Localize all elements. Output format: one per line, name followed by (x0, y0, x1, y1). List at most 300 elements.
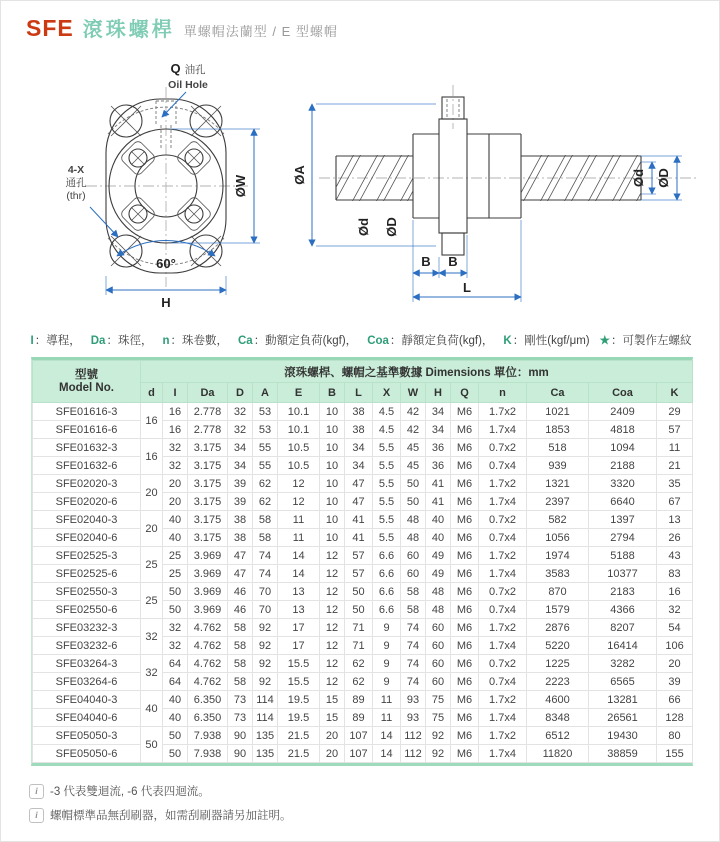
spec-cell: 14 (373, 745, 401, 763)
nominal-diameter-cell: 25 (141, 583, 163, 619)
spec-cell: 54 (657, 619, 693, 637)
spec-cell: 2876 (527, 619, 589, 637)
table-row (33, 511, 693, 529)
spec-cell: 11 (657, 439, 693, 457)
table-row (33, 727, 693, 745)
column-header-d: D (228, 383, 253, 403)
model-no-cell: SFE04040-6 (33, 709, 141, 727)
spec-cell: 25 (163, 547, 188, 565)
spec-cell: 3.969 (188, 601, 228, 619)
spec-cell: M6 (451, 421, 479, 439)
model-no-cell: SFE02550-3 (33, 583, 141, 601)
spec-cell: 71 (345, 619, 373, 637)
spec-cell: M6 (451, 565, 479, 583)
spec-cell: 58 (253, 529, 278, 547)
column-header-l: L (345, 383, 373, 403)
spec-cell: 47 (228, 547, 253, 565)
spec-cell: 10.1 (278, 403, 320, 421)
spec-cell: 34 (345, 439, 373, 457)
spec-cell: 2188 (589, 457, 657, 475)
spec-cell: M6 (451, 655, 479, 673)
spec-cell: 38 (228, 511, 253, 529)
spec-cell: 12 (320, 619, 345, 637)
spec-cell: 32 (163, 457, 188, 475)
spec-cell: 1.7x4 (479, 565, 527, 583)
spec-cell: 21.5 (278, 745, 320, 763)
model-no-cell: SFE05050-6 (33, 745, 141, 763)
spec-cell: 6.6 (373, 547, 401, 565)
spec-cell: 46 (228, 601, 253, 619)
spec-cell: 4818 (589, 421, 657, 439)
footnote-text: 螺帽標準品無刮刷器，如需刮刷器請另加註明。 (50, 810, 292, 822)
spec-cell: 14 (278, 565, 320, 583)
spec-cell: 48 (426, 601, 451, 619)
spec-cell: 47 (345, 475, 373, 493)
model-no-cell: SFE03232-3 (33, 619, 141, 637)
spec-cell: 1225 (527, 655, 589, 673)
spec-cell: 74 (401, 619, 426, 637)
column-header-a: A (253, 383, 278, 403)
spec-cell: 48 (426, 583, 451, 601)
model-no-cell: SFE01616-3 (33, 403, 141, 421)
column-header-e: E (278, 383, 320, 403)
table-row (33, 493, 693, 511)
spec-cell: 50 (401, 493, 426, 511)
spec-cell: 50 (163, 601, 188, 619)
spec-cell: 38859 (589, 745, 657, 763)
table-row (33, 403, 693, 421)
spec-cell: 1.7x2 (479, 547, 527, 565)
spec-cell: 50 (345, 583, 373, 601)
spec-cell: 17 (278, 619, 320, 637)
column-header-b: B (320, 383, 345, 403)
spec-cell: 57 (345, 565, 373, 583)
spec-cell: 90 (228, 745, 253, 763)
spec-cell: 135 (253, 745, 278, 763)
dimensions-header: 滾珠螺桿、螺帽之基準數據 Dimensions 單位：mm (141, 361, 693, 383)
spec-cell: 2794 (589, 529, 657, 547)
spec-cell: 1021 (527, 403, 589, 421)
table-row (33, 745, 693, 763)
model-no-cell: SFE02040-6 (33, 529, 141, 547)
table-row (33, 583, 693, 601)
spec-cell: 12 (320, 547, 345, 565)
info-icon: i (29, 808, 44, 823)
spec-cell: 2.778 (188, 421, 228, 439)
spec-cell: 80 (657, 727, 693, 745)
model-no-cell: SFE05050-3 (33, 727, 141, 745)
spec-cell: 12 (320, 583, 345, 601)
model-no-cell: SFE02525-3 (33, 547, 141, 565)
model-no-cell: SFE02040-3 (33, 511, 141, 529)
footnote-row (29, 783, 292, 799)
spec-cell: 16 (163, 421, 188, 439)
spec-cell: 10 (320, 403, 345, 421)
spec-cell: 20 (657, 655, 693, 673)
column-header-w: W (401, 383, 426, 403)
spec-cell: 38 (228, 529, 253, 547)
spec-cell: 41 (345, 511, 373, 529)
spec-cell: 58 (228, 673, 253, 691)
spec-cell: 60 (426, 655, 451, 673)
column-header-coa: Coa (589, 383, 657, 403)
spec-cell: 5.5 (373, 529, 401, 547)
spec-cell: 3583 (527, 565, 589, 583)
table-row (33, 475, 693, 493)
spec-cell: 83 (657, 565, 693, 583)
spec-cell: 73 (228, 709, 253, 727)
spec-cell: 12 (278, 475, 320, 493)
spec-cell: 60 (426, 673, 451, 691)
table-row (33, 529, 693, 547)
spec-cell: 3.175 (188, 439, 228, 457)
spec-cell: 47 (228, 565, 253, 583)
spec-cell: 20 (320, 745, 345, 763)
spec-cell: 6512 (527, 727, 589, 745)
spec-cell: 1397 (589, 511, 657, 529)
page-title (26, 13, 338, 42)
table-row (33, 709, 693, 727)
legend (1, 332, 720, 348)
spec-cell: 12 (320, 601, 345, 619)
spec-cell: 1321 (527, 475, 589, 493)
spec-cell: 64 (163, 655, 188, 673)
column-header-ca: Ca (527, 383, 589, 403)
spec-cell: 13 (278, 583, 320, 601)
spec-cell: 48 (401, 511, 426, 529)
spec-cell: 70 (253, 583, 278, 601)
dim-label-l: L (463, 280, 471, 295)
spec-cell: 50 (163, 583, 188, 601)
footnotes (29, 783, 292, 831)
front-view (66, 61, 261, 310)
dim-label-b2: B (448, 254, 458, 269)
nominal-diameter-cell: 20 (141, 511, 163, 547)
spec-cell: 106 (657, 637, 693, 655)
spec-cell: 75 (426, 691, 451, 709)
spec-cell: M6 (451, 403, 479, 421)
spec-cell: 14 (278, 547, 320, 565)
table-row (33, 619, 693, 637)
spec-cell: 58 (253, 511, 278, 529)
spec-cell: M6 (451, 601, 479, 619)
spec-cell: 114 (253, 709, 278, 727)
spec-cell: 17 (278, 637, 320, 655)
spec-cell: 50 (163, 745, 188, 763)
spec-cell: 62 (253, 475, 278, 493)
spec-cell: M6 (451, 619, 479, 637)
spec-cell: 10 (320, 421, 345, 439)
spec-cell: 2.778 (188, 403, 228, 421)
spec-cell: 92 (426, 745, 451, 763)
spec-cell: 58 (401, 601, 426, 619)
model-no-cell: SFE03264-6 (33, 673, 141, 691)
spec-cell: 45 (401, 439, 426, 457)
spec-cell: M6 (451, 691, 479, 709)
spec-cell: 58 (401, 583, 426, 601)
spec-cell: 9 (373, 637, 401, 655)
spec-cell: 58 (228, 655, 253, 673)
legend-term: K (503, 335, 512, 347)
footnote-row (29, 807, 292, 823)
spec-cell: M6 (451, 457, 479, 475)
spec-cell: 49 (426, 565, 451, 583)
spec-cell: 48 (401, 529, 426, 547)
model-no-cell: SFE02525-6 (33, 565, 141, 583)
nominal-diameter-cell: 25 (141, 547, 163, 583)
spec-cell: 1.7x4 (479, 493, 527, 511)
spec-cell: 40 (426, 529, 451, 547)
spec-cell: M6 (451, 637, 479, 655)
spec-cell: 2409 (589, 403, 657, 421)
spec-cell: 1.7x2 (479, 403, 527, 421)
column-header-h: H (426, 383, 451, 403)
spec-cell: 92 (253, 673, 278, 691)
spec-cell: 71 (345, 637, 373, 655)
model-no-cell: SFE01616-6 (33, 421, 141, 439)
spec-cell: 5.5 (373, 457, 401, 475)
spec-cell: 42 (401, 403, 426, 421)
spec-cell: 155 (657, 745, 693, 763)
spec-cell: 6.6 (373, 565, 401, 583)
spec-cell: 15 (320, 709, 345, 727)
spec-cell: 60 (401, 547, 426, 565)
spec-cell: 10 (320, 439, 345, 457)
spec-cell: 107 (345, 727, 373, 745)
spec-cell: 36 (426, 457, 451, 475)
spec-cell: 10 (320, 529, 345, 547)
product-name: 滾珠螺桿 (82, 19, 175, 41)
spec-cell: 15.5 (278, 673, 320, 691)
spec-cell: 39 (657, 673, 693, 691)
dim-label-d-big-right: ØD (656, 168, 671, 188)
spec-cell: 64 (163, 673, 188, 691)
spec-cell: 35 (657, 475, 693, 493)
oil-hole-label-en: Oil Hole (168, 79, 208, 91)
oil-hole-label: Q 油孔 (170, 61, 206, 76)
model-no-cell: SFE04040-3 (33, 691, 141, 709)
legend-term: Ca (237, 335, 253, 347)
spec-cell: 40 (163, 511, 188, 529)
spec-cell: 60 (426, 619, 451, 637)
spec-cell: 1853 (527, 421, 589, 439)
spec-cell: 8207 (589, 619, 657, 637)
spec-cell: 5188 (589, 547, 657, 565)
thru-holes-label-1: 4-X (67, 164, 85, 176)
spec-cell: 32 (163, 439, 188, 457)
legend-desc: ：剛性(kgf/μm) (512, 335, 590, 347)
table-row (33, 421, 693, 439)
dim-label-d-big-left: ØD (384, 217, 399, 237)
spec-cell: 9 (373, 655, 401, 673)
spec-cell: 12 (320, 673, 345, 691)
nominal-diameter-cell: 16 (141, 439, 163, 475)
spec-cell: 112 (401, 745, 426, 763)
side-view (292, 85, 698, 302)
spec-cell: 0.7x4 (479, 457, 527, 475)
spec-cell: 16 (657, 583, 693, 601)
spec-cell: 10 (320, 475, 345, 493)
spec-cell: 10377 (589, 565, 657, 583)
nominal-diameter-cell: 40 (141, 691, 163, 727)
spec-cell: 75 (426, 709, 451, 727)
model-no-cell: SFE02020-6 (33, 493, 141, 511)
spec-cell: 40 (426, 511, 451, 529)
model-no-cell: SFE01632-6 (33, 457, 141, 475)
spec-cell: 62 (345, 673, 373, 691)
spec-cell: 10 (320, 457, 345, 475)
spec-cell: M6 (451, 511, 479, 529)
spec-cell: 34 (228, 457, 253, 475)
dim-label-d-small-right: Ød (631, 168, 646, 188)
spec-cell: 6.350 (188, 709, 228, 727)
spec-cell: 53 (253, 403, 278, 421)
spec-cell: 15 (320, 691, 345, 709)
spec-cell: M6 (451, 529, 479, 547)
spec-table-wrap (31, 357, 693, 766)
spec-cell: 4.762 (188, 655, 228, 673)
spec-cell: 74 (401, 637, 426, 655)
spec-cell: 12 (278, 493, 320, 511)
spec-cell: 939 (527, 457, 589, 475)
column-header-d: d (141, 383, 163, 403)
model-no-cell: SFE02550-6 (33, 601, 141, 619)
spec-cell: 3.175 (188, 493, 228, 511)
table-row (33, 655, 693, 673)
spec-cell: 15.5 (278, 655, 320, 673)
dim-label-angle: 60° (156, 256, 176, 271)
spec-cell: 2397 (527, 493, 589, 511)
dim-label-w: ØW (233, 174, 248, 198)
spec-cell: 4.762 (188, 619, 228, 637)
spec-cell: 55 (253, 439, 278, 457)
model-no-header-en: Model No. (59, 381, 114, 394)
spec-cell: 0.7x4 (479, 601, 527, 619)
legend-term: Coa (367, 335, 389, 347)
spec-cell: 57 (657, 421, 693, 439)
spec-cell: 518 (527, 439, 589, 457)
spec-cell: 112 (401, 727, 426, 745)
page-subtitle: 單螺帽法蘭型 / E 型螺帽 (183, 24, 338, 39)
spec-cell: 4.5 (373, 421, 401, 439)
spec-cell: 135 (253, 727, 278, 745)
nut-flange (439, 97, 467, 255)
spec-cell: 11 (278, 529, 320, 547)
column-header-n: n (479, 383, 527, 403)
spec-cell: 0.7x4 (479, 529, 527, 547)
spec-cell: 92 (253, 637, 278, 655)
spec-cell: 3.175 (188, 457, 228, 475)
spec-cell: 38 (345, 403, 373, 421)
legend-term: n (162, 335, 170, 347)
spec-cell: 11 (373, 691, 401, 709)
spec-cell: 29 (657, 403, 693, 421)
thru-holes-label-3: (thr) (66, 190, 86, 202)
table-row (33, 691, 693, 709)
spec-cell: 3.175 (188, 475, 228, 493)
spec-cell: 1.7x4 (479, 421, 527, 439)
spec-cell: 9 (373, 673, 401, 691)
spec-cell: 34 (228, 439, 253, 457)
spec-cell: 3282 (589, 655, 657, 673)
spec-cell: 34 (426, 403, 451, 421)
spec-cell: 89 (345, 709, 373, 727)
nominal-diameter-cell: 32 (141, 655, 163, 691)
spec-cell: 93 (401, 691, 426, 709)
spec-cell: 4.5 (373, 403, 401, 421)
spec-cell: 6.350 (188, 691, 228, 709)
spec-cell: 10 (320, 511, 345, 529)
spec-cell: 70 (253, 601, 278, 619)
spec-cell: 2183 (589, 583, 657, 601)
spec-cell: 58 (228, 637, 253, 655)
nominal-diameter-cell: 32 (141, 619, 163, 655)
spec-cell: 66 (657, 691, 693, 709)
spec-cell: 7.938 (188, 745, 228, 763)
spec-cell: M6 (451, 493, 479, 511)
spec-cell: 7.938 (188, 727, 228, 745)
legend-desc: ：珠卷數， (170, 335, 228, 347)
column-header-x: X (373, 383, 401, 403)
model-no-header-zh: 型號 (75, 368, 98, 381)
spec-cell: 58 (228, 619, 253, 637)
spec-cell: 74 (401, 673, 426, 691)
column-header-q: Q (451, 383, 479, 403)
model-no-cell: SFE03264-3 (33, 655, 141, 673)
spec-cell: 16414 (589, 637, 657, 655)
spec-cell: 43 (657, 547, 693, 565)
legend-desc: ：靜額定負荷(kgf)， (389, 335, 494, 347)
spec-cell: 0.7x2 (479, 655, 527, 673)
spec-cell: 12 (320, 565, 345, 583)
spec-cell: 0.7x2 (479, 511, 527, 529)
spec-cell: 74 (401, 655, 426, 673)
spec-cell: 12 (320, 655, 345, 673)
spec-cell: 4366 (589, 601, 657, 619)
legend-term: Da (90, 335, 106, 347)
legend-term: ★ (599, 335, 610, 347)
legend-term: I (30, 335, 34, 347)
spec-cell: 41 (345, 529, 373, 547)
spec-cell: 20 (163, 475, 188, 493)
spec-cell: 1.7x2 (479, 727, 527, 745)
spec-cell: 42 (401, 421, 426, 439)
nominal-diameter-cell: 20 (141, 475, 163, 511)
spec-cell: 10.5 (278, 457, 320, 475)
spec-cell: 34 (426, 421, 451, 439)
dim-label-h: H (161, 295, 171, 310)
spec-cell: 13281 (589, 691, 657, 709)
spec-cell: 1.7x4 (479, 745, 527, 763)
spec-cell: 8348 (527, 709, 589, 727)
spec-cell: 45 (401, 457, 426, 475)
spec-cell: 114 (253, 691, 278, 709)
spec-cell: 53 (253, 421, 278, 439)
spec-cell: 67 (657, 493, 693, 511)
spec-cell: 14 (373, 727, 401, 745)
spec-cell: 32 (228, 403, 253, 421)
spec-cell: 60 (426, 637, 451, 655)
spec-cell: 92 (253, 655, 278, 673)
spec-cell: 11 (373, 709, 401, 727)
spec-cell: 10.1 (278, 421, 320, 439)
spec-cell: 90 (228, 727, 253, 745)
spec-cell: 3.175 (188, 511, 228, 529)
table-row (33, 637, 693, 655)
spec-cell: 16 (163, 403, 188, 421)
spec-cell: 36 (426, 439, 451, 457)
spec-cell: 10 (320, 493, 345, 511)
